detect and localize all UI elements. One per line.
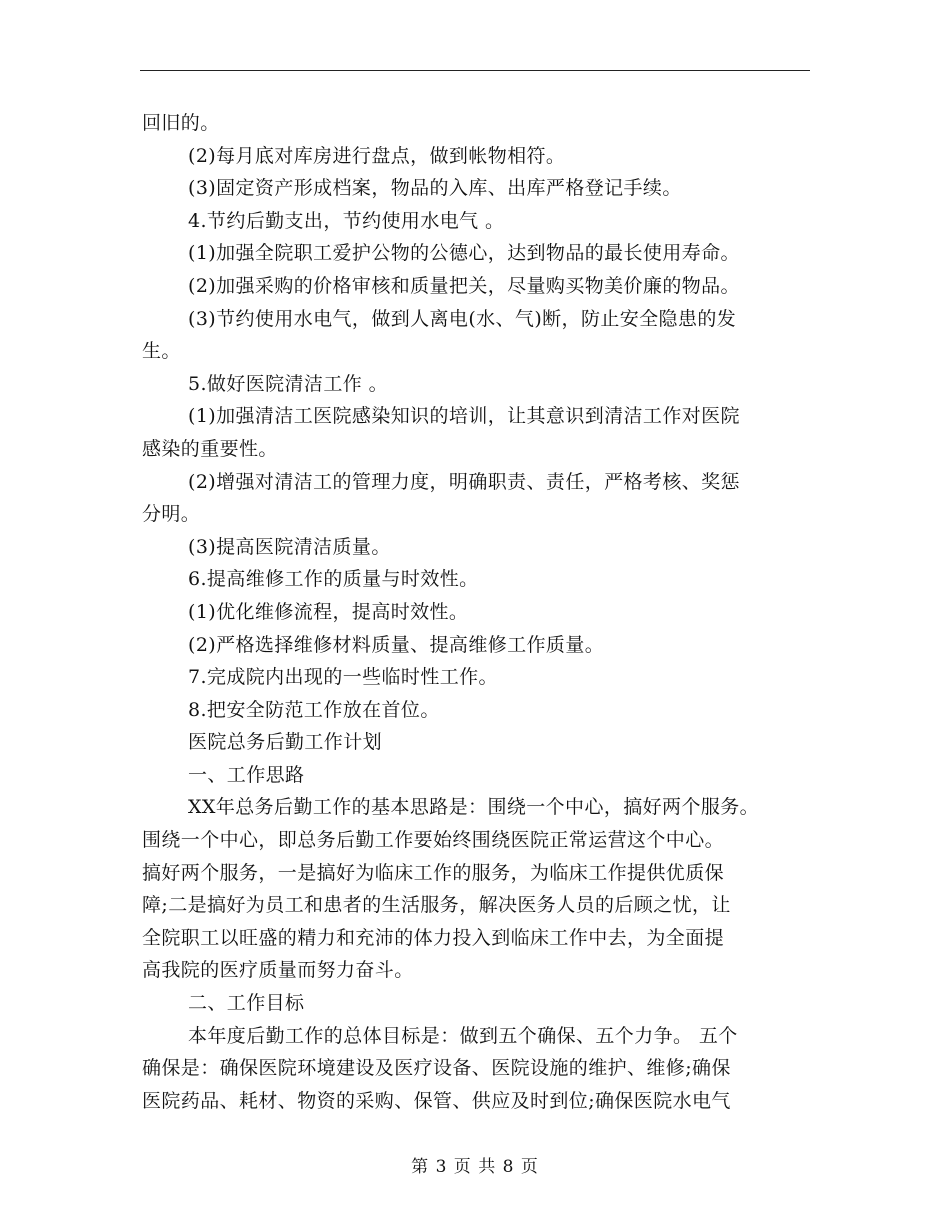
text-line: (3)提高医院清洁质量。 — [188, 535, 391, 558]
text-line: 一、工作思路 — [188, 763, 305, 786]
text-line: 搞好两个服务，一是搞好为临床工作的服务，为临床工作提供优质保 — [142, 861, 725, 884]
page-number: 第 3 页 共 8 页 — [411, 1157, 539, 1177]
header-rule — [140, 70, 810, 71]
text-line: 本年度后勤工作的总体目标是：做到五个确保、五个力争。 五个 — [188, 1024, 738, 1047]
text-line: 回旧的。 — [142, 112, 220, 134]
text-line: 感染的重要性。 — [142, 437, 278, 460]
text-line: 围绕一个中心，即总务后勤工作要始终围绕医院正常运营这个中心。 — [142, 829, 725, 852]
text-line: 医院药品、耗材、物资的采购、保管、供应及时到位;确保医院水电气 — [142, 1089, 731, 1112]
text-line: 障;二是搞好为员工和患者的生活服务，解决医务人员的后顾之忧，让 — [142, 894, 731, 917]
text-line: (2)加强采购的价格审核和质量把关，尽量购买物美价廉的物品。 — [188, 274, 740, 297]
text-line: XX年总务后勤工作的基本思路是：围绕一个中心，搞好两个服务。 — [188, 796, 760, 819]
text-line: (1)优化维修流程，提高时效性。 — [188, 600, 469, 623]
text-line: 分明。 — [142, 503, 201, 526]
text-line: 二、工作目标 — [188, 992, 305, 1015]
text-line: (2)每月底对库房进行盘点，做到帐物相符。 — [188, 144, 566, 167]
text-line: 全院职工以旺盛的精力和充沛的体力投入到临床工作中去，为全面提 — [142, 926, 725, 949]
text-line: (3)固定资产形成档案，物品的入库、出库严格登记手续。 — [188, 177, 682, 200]
text-line: (3)节约使用水电气，做到人离电(水、气)断，防止安全隐患的发 — [188, 307, 737, 330]
text-line: 5.做好医院清洁工作 。 — [188, 372, 388, 395]
text-line: (2)严格选择维修材料质量、提高维修工作质量。 — [188, 633, 605, 656]
text-line: 8.把安全防范工作放在首位。 — [188, 698, 440, 721]
text-line: 医院总务后勤工作计划 — [188, 731, 383, 754]
text-line: 生。 — [142, 340, 181, 363]
text-line: (1)加强清洁工医院感染知识的培训，让其意识到清洁工作对医院 — [188, 405, 740, 428]
text-line: (1)加强全院职工爱护公物的公德心，达到物品的最长使用寿命。 — [188, 242, 740, 265]
text-line: 4.节约后勤支出，节约使用水电气 。 — [188, 209, 505, 232]
text-line: 确保是：确保医院环境建设及医疗设备、医院设施的维护、维修;确保 — [142, 1057, 731, 1080]
document-body — [142, 107, 814, 1117]
text-line: (2)增强对清洁工的管理力度，明确职责、责任，严格考核、奖惩 — [188, 470, 740, 493]
text-line: 7.完成院内出现的一些临时性工作。 — [188, 666, 498, 689]
text-line: 6.提高维修工作的质量与时效性。 — [188, 568, 479, 591]
text-line: 高我院的医疗质量而努力奋斗。 — [142, 959, 414, 982]
